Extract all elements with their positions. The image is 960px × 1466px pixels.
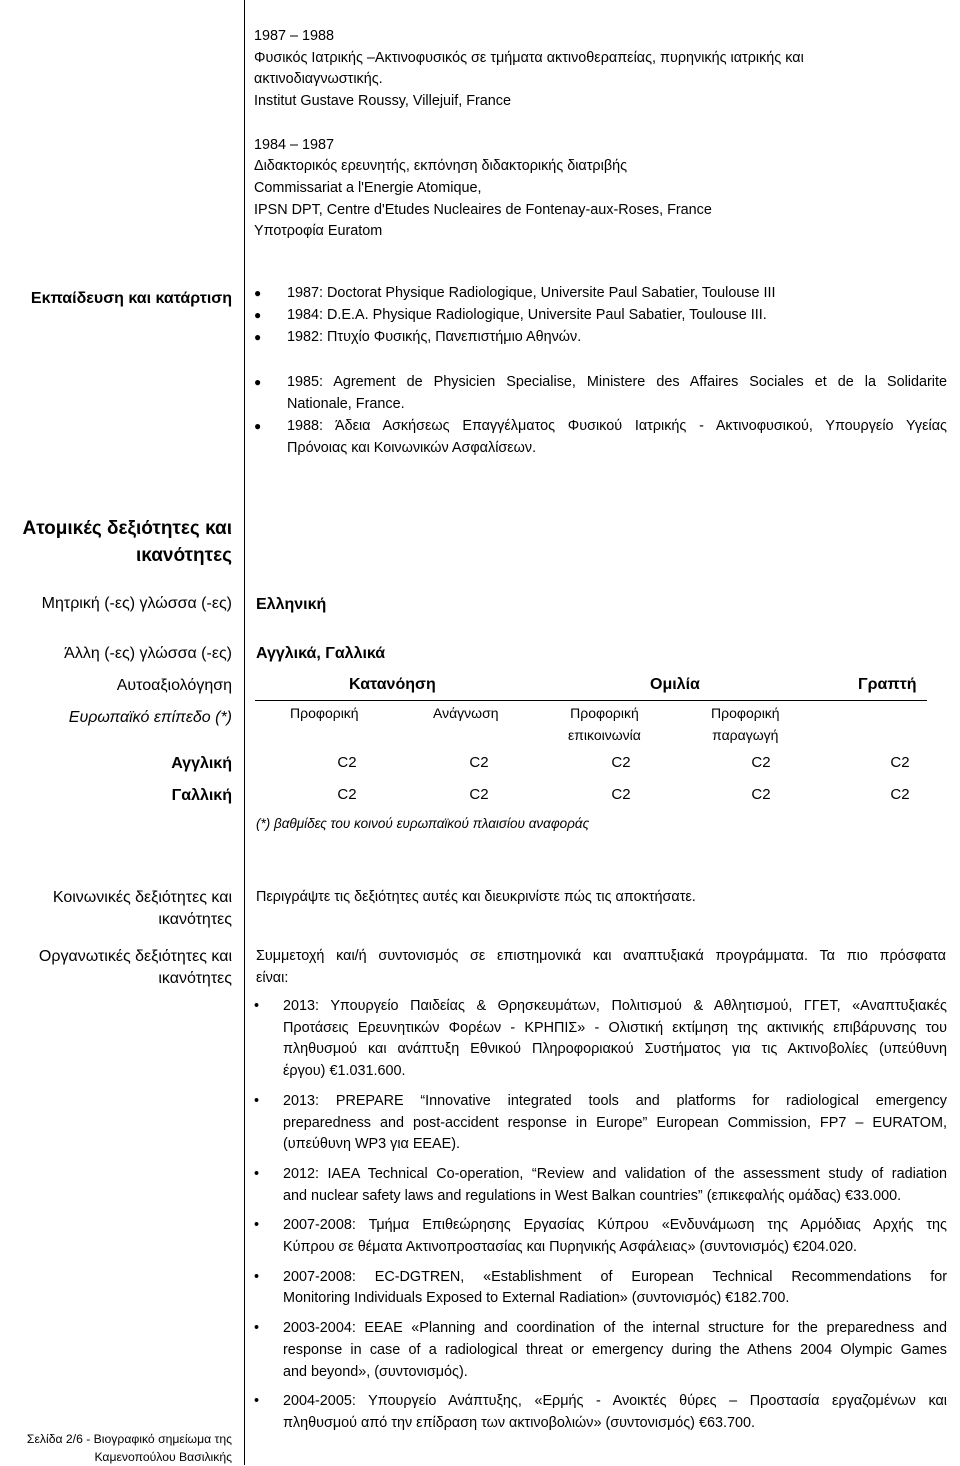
level-cell: C2 (469, 754, 489, 771)
project-line: and beyond», (συντονισμός). (283, 1363, 468, 1380)
level-cell: C2 (751, 786, 771, 803)
experience-block (254, 26, 934, 243)
column-understanding: Κατανόηση (349, 676, 436, 693)
page-footer (27, 1430, 232, 1466)
level-cell: C2 (890, 786, 910, 803)
bullet-icon: ● (254, 419, 262, 433)
project-line: 2013: PREPARE “Innovative integrated tools and platforms for radiological emergency (283, 1092, 947, 1109)
org-skills-label (39, 946, 232, 989)
education-line: Nationale, France. (287, 395, 405, 412)
social-skills-text: Περιγράψτε τις δεξιότητες αυτές και διευκρινίστε πώς τις αποκτήσατε. (256, 889, 696, 905)
sub-production (711, 703, 780, 746)
org-intro-line: είναι: (256, 969, 289, 986)
bullet-icon: ● (254, 330, 262, 344)
bullet-icon: • (254, 1217, 260, 1234)
language-table-header (255, 674, 915, 698)
skills-heading-line: ικανότητες (135, 545, 232, 566)
spacer (254, 113, 934, 135)
project-item (254, 1391, 947, 1434)
education-line: 1985: Agrement de Physicien Specialise, Ministere des Affaires Sociales et de la Solidarite (287, 374, 947, 390)
footer-line: Καμενοπούλου Βασιλικής (94, 1450, 232, 1464)
project-line: 2007-2008: Τμήμα Επιθεώρησης Εργασίας Κύπρου «Ενδυνάμωση της Αρμόδιας Αρχής της (283, 1217, 947, 1234)
project-line: 2003-2004: ΕΕΑΕ «Planning and coordination of the internal structure for the preparedness and (283, 1320, 947, 1337)
education-item: 1982: Πτυχίο Φυσικής, Πανεπιστήμιο Αθηνών. (287, 329, 582, 345)
mother-tongue-label: Μητρική (-ες) γλώσσα (-ες) (41, 595, 232, 612)
language-name: Γαλλική (171, 787, 232, 804)
european-level-label: Ευρωπαϊκό επίπεδο (*) (68, 709, 232, 726)
experience-line: ακτινοδιαγνωστικής. (254, 71, 383, 88)
sub-production-line: Προφορική (711, 705, 780, 721)
bullet-icon: • (254, 1393, 260, 1410)
project-line: 2012: IAEA Technical Co-operation, “Review and validation of the assessment study of radiation (283, 1165, 947, 1182)
project-item (254, 1267, 947, 1310)
project-item (254, 1091, 947, 1156)
bullet-icon: • (254, 998, 260, 1014)
sub-production-line: παραγωγή (712, 726, 779, 743)
sub-reading: Ανάγνωση (433, 705, 499, 721)
skills-heading (22, 515, 232, 569)
sub-interaction (568, 703, 641, 746)
education-item (287, 416, 947, 459)
bullet-icon: ● (254, 308, 262, 322)
footer-line: Σελίδα 2/6 - Βιογραφικό σημείωμα της (26, 1432, 232, 1446)
column-speaking: Ομιλία (650, 676, 700, 693)
project-line: Monitoring Individuals Exposed to External Radiation» (συντονισμός) €182.700. (283, 1290, 790, 1307)
project-line: 2013: Υπουργείο Παιδείας & Θρησκευμάτων, Πολιτισμού & Αθλητισμού, ΓΓΕΤ, «Αναπτυξιακές (283, 998, 947, 1014)
org-skills-label-line: Οργανωτικές δεξιότητες και (38, 948, 232, 965)
project-line: Κύπρου σε θέματα Ακτινοπροστασίας και Πυρηνικής Ασφάλειας» (συντονισμός) €204.020. (283, 1239, 858, 1256)
org-skills-intro (256, 946, 946, 989)
project-line: πληθυσμού και ανάπτυξη Εθνικού Πληροφοριακού Συστήματος για τις Ακτινοβολίες (υπεύθυνη (283, 1041, 947, 1058)
education-item: 1987: Doctorat Physique Radiologique, Universite Paul Sabatier, Toulouse III (287, 285, 776, 301)
level-cell: C2 (337, 754, 357, 771)
education-line: Πρόνοιας και Κοινωνικών Ασφαλίσεων. (287, 439, 537, 456)
education-item (287, 372, 947, 415)
education-item: 1984: D.E.A. Physique Radiologique, Universite Paul Sabatier, Toulouse III. (287, 307, 767, 323)
language-footnote: (*) βαθμίδες του κοινού ευρωπαϊκού πλαισίου αναφοράς (256, 816, 590, 831)
bullet-icon: • (254, 1092, 260, 1109)
project-line: Προτάσεις Ερευνητικών Φορέων - ΚΡΗΠΙΣ» - Ολιστική εκτίμηση της ακτινικής επιβάρυνσης του (283, 1019, 947, 1036)
other-language-label: Άλλη (-ες) γλώσσα (-ες) (64, 645, 232, 662)
mother-tongue-value: Ελληνική (256, 596, 327, 613)
sub-interaction-line: Προφορική (570, 705, 639, 721)
experience-line: Φυσικός Ιατρικής –Ακτινοφυσικός σε τμήματα ακτινοθεραπείας, πυρηνικής ιατρικής και (254, 49, 804, 66)
column-writing: Γραπτή (858, 676, 917, 693)
project-item (254, 1215, 947, 1258)
level-cell: C2 (611, 786, 631, 803)
skills-heading-line: Ατομικές δεξιότητες και (22, 518, 232, 539)
org-skills-label-line: ικανότητες (158, 969, 232, 987)
project-line: preparedness and post-accident response in Europe” European Commission, FP7 – EURATOM, (283, 1114, 947, 1131)
education-label: Εκπαίδευση και κατάρτιση (30, 290, 232, 307)
level-cell: C2 (469, 786, 489, 803)
sub-listening: Προφορική (290, 705, 359, 721)
project-line: and nuclear safety laws and regulations in West Balkan countries” (επικεφαλής ομάδας) €33.000. (283, 1187, 902, 1204)
level-cell: C2 (890, 754, 910, 771)
sub-interaction-line: επικοινωνία (568, 726, 641, 743)
column-divider (244, 0, 245, 1465)
project-line: 2004-2005: Υπουργείο Ανάπτυξης, «Ερμής - Ανοικτές θύρες – Προστασία εργαζομένων και (283, 1393, 947, 1410)
level-cell: C2 (611, 754, 631, 771)
social-skills-label-line: Κοινωνικές δεξιότητες και (52, 889, 232, 906)
language-name: Αγγλική (171, 755, 232, 772)
experience-line: 1984 – 1987 (254, 136, 335, 153)
project-item (254, 1318, 947, 1383)
project-line: (υπεύθυνη WP3 για ΕΕΑΕ). (283, 1136, 461, 1153)
experience-line: Διδακτορικός ερευνητής, εκπόνηση διδακτορικής διατριβής (254, 158, 628, 175)
org-intro-line: Συμμετοχή και/ή συντονισμός σε επιστημονικά και αναπτυξιακά προγράμματα. Τα πιο πρόσφατα (256, 948, 946, 964)
bullet-icon: • (254, 1268, 260, 1285)
experience-line: Institut Gustave Roussy, Villejuif, France (254, 93, 512, 110)
bullet-icon: ● (254, 375, 262, 389)
education-line: 1988: Άδεια Ασκήσεως Επαγγέλματος Φυσικού Ιατρικής - Ακτινοφυσικού, Υπουργείο Υγείας (287, 418, 947, 434)
project-item (254, 996, 947, 1083)
project-list (254, 996, 947, 1435)
bullet-icon: • (254, 1320, 260, 1337)
social-skills-label-line: ικανότητες (158, 910, 232, 928)
social-skills-label (53, 887, 232, 930)
project-line: έργου) €1.031.600. (283, 1063, 406, 1080)
level-cell: C2 (751, 754, 771, 771)
other-language-value: Αγγλικά, Γαλλικά (256, 645, 386, 662)
self-assessment-label: Αυτοαξιολόγηση (116, 677, 232, 694)
experience-line: Υποτροφία Euratom (254, 223, 383, 240)
project-item (254, 1164, 947, 1207)
project-line: response in case of a radiological threat or emergency during the Athens 2004 Olympic Games (283, 1341, 947, 1358)
level-cell: C2 (337, 786, 357, 803)
table-divider (255, 700, 927, 701)
bullet-icon: • (254, 1165, 260, 1182)
experience-line: 1987 – 1988 (254, 28, 335, 44)
experience-line: Commissariat a l'Energie Atomique, (254, 179, 482, 196)
bullet-icon: ● (254, 286, 262, 300)
project-line: πληθυσμού από την επίδραση των ακτινοβολιών» (συντονισμός) €63.700. (283, 1414, 755, 1431)
experience-line: IPSN DPT, Centre d'Etudes Nucleaires de Fontenay-aux-Roses, France (254, 201, 712, 218)
project-line: 2007-2008: EC-DGTREN, «Establishment of European Technical Recommendations for (283, 1268, 947, 1285)
